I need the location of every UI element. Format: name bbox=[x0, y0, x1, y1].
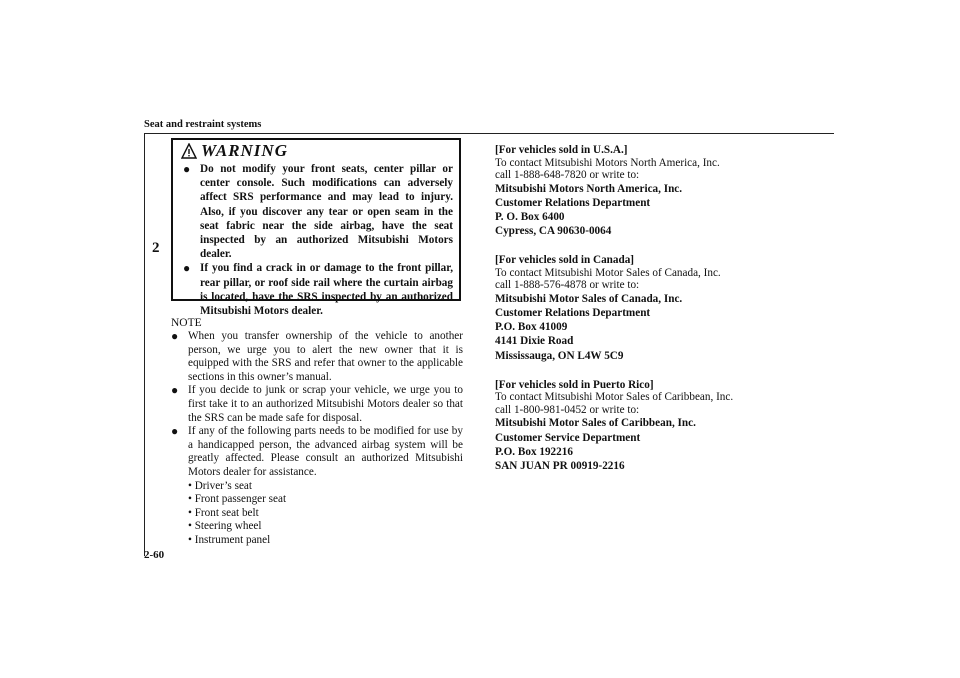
note-item bbox=[171, 425, 463, 547]
contact-phone: call 1-888-648-7820 or write to: bbox=[495, 169, 640, 181]
bullet-icon: ● bbox=[183, 261, 191, 276]
contact-block-usa bbox=[495, 144, 775, 238]
header-rule bbox=[144, 133, 834, 134]
margin-rule bbox=[144, 133, 145, 556]
warning-triangle-icon bbox=[181, 143, 197, 159]
address-line: P. O. Box 6400 bbox=[495, 210, 565, 223]
warning-item bbox=[183, 261, 453, 318]
contact-intro: To contact Mitsubishi Motor Sales of Canada, Inc. bbox=[495, 266, 721, 279]
address-line: P.O. Box 192216 bbox=[495, 445, 573, 458]
contact-intro: To contact Mitsubishi Motor Sales of Caribbean, Inc. bbox=[495, 391, 734, 404]
warning-title: WARNING bbox=[201, 141, 288, 160]
contact-heading: [For vehicles sold in Canada] bbox=[495, 254, 635, 267]
address-line: Customer Service Department bbox=[495, 431, 641, 444]
contact-phone: call 1-800-981-0452 or write to: bbox=[495, 403, 640, 416]
contact-heading: [For vehicles sold in U.S.A.] bbox=[495, 144, 628, 156]
warning-box bbox=[171, 138, 461, 318]
contact-phone: call 1-888-576-4878 or write to: bbox=[495, 279, 640, 292]
warning-item-text: Do not modify your front seats, center pillar or center console. Such modifications can adversely affect SRS performance and may lead to injury. Also, if you discover any tear or open seam in the seat fabric near the side airbag, have the seat inspected by an authorized Mitsubishi Motors dealer. bbox=[200, 163, 453, 261]
bullet-icon: ● bbox=[183, 162, 191, 176]
note-sub-item: • Front passenger seat bbox=[188, 493, 287, 506]
address-line: Mitsubishi Motor Sales of Caribbean, Inc. bbox=[495, 417, 696, 430]
address-line: P.O. Box 41009 bbox=[495, 321, 568, 334]
address-line: Mississauga, ON L4W 5C9 bbox=[495, 349, 624, 362]
note-sub-item: • Driver’s seat bbox=[188, 479, 252, 492]
bullet-icon: ● bbox=[171, 329, 179, 343]
note-sub-item: • Steering wheel bbox=[188, 520, 262, 533]
address-line: Customer Relations Department bbox=[495, 196, 651, 209]
note-item-text: If any of the following parts needs to be modified for use by a handicapped person, the advanced airbag system will be greatly affected. Please consult an authorized Mitsubishi Motors dealer for assistance. bbox=[188, 425, 463, 478]
warning-item-text: If you find a crack in or damage to the front pillar, rear pillar, or roof side rail where the curtain airbag is located, have the SRS inspected by an authorized Mitsubishi Motors dealer. bbox=[200, 262, 453, 318]
note-sub-item: • Front seat belt bbox=[188, 506, 259, 519]
contact-heading: [For vehicles sold in Puerto Rico] bbox=[495, 378, 654, 391]
bullet-icon: ● bbox=[171, 424, 179, 439]
bullet-icon: ● bbox=[171, 383, 179, 398]
note-item-text: If you decide to junk or scrap your vehicle, we urge you to first take it to an authorized Mitsubishi Motors dealer so that the SRS can be made safe for disposal. bbox=[188, 384, 463, 424]
address-line: SAN JUAN PR 00919-2216 bbox=[495, 459, 625, 472]
note-list bbox=[171, 330, 463, 548]
contact-block-puerto-rico bbox=[495, 379, 775, 473]
contact-block-canada bbox=[495, 254, 775, 363]
warning-heading bbox=[181, 141, 288, 161]
contact-column bbox=[495, 144, 775, 489]
note-sub-item: • Instrument panel bbox=[188, 533, 271, 546]
address-line: Cypress, CA 90630-0064 bbox=[495, 225, 612, 238]
note-item bbox=[171, 384, 463, 425]
note-item-text: When you transfer ownership of the vehicle to another person, we urge you to alert the new owner that it is equipped with the SRS and refer that owner to the applicable sections in this owner’s manual. bbox=[188, 330, 463, 383]
page-number: 2-60 bbox=[144, 549, 165, 561]
address-line: Mitsubishi Motor Sales of Canada, Inc. bbox=[495, 292, 683, 305]
warning-item bbox=[183, 162, 453, 261]
address-line: 4141 Dixie Road bbox=[495, 335, 574, 348]
contact-intro: To contact Mitsubishi Motors North America, Inc. bbox=[495, 156, 720, 169]
warning-list bbox=[183, 162, 453, 318]
address-line: Mitsubishi Motors North America, Inc. bbox=[495, 182, 683, 195]
note-item bbox=[171, 330, 463, 384]
section-title: Seat and restraint systems bbox=[144, 119, 262, 130]
note-label: NOTE bbox=[171, 317, 202, 329]
address-line: Customer Relations Department bbox=[495, 307, 651, 320]
chapter-number: 2 bbox=[152, 240, 160, 256]
